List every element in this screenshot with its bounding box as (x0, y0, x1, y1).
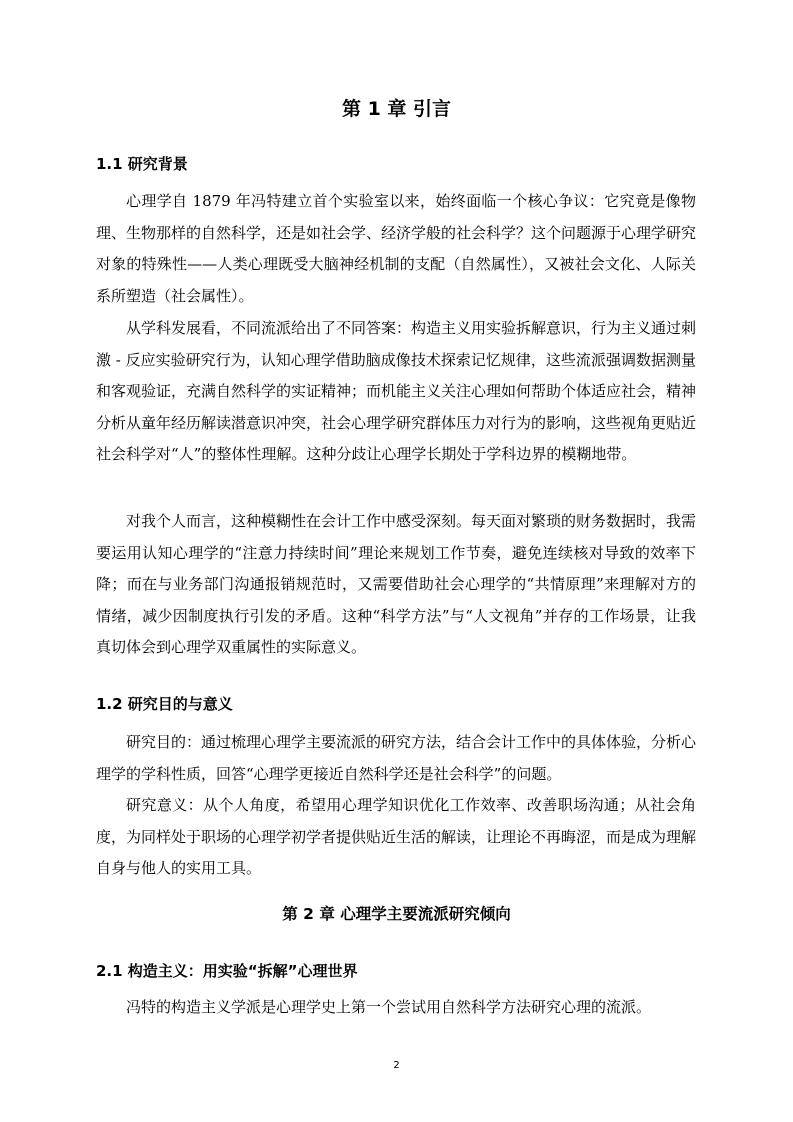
section-2-1-heading: 2.1 构造主义：用实验“拆解”心理世界 (96, 962, 358, 980)
chapter-1-title: 第 1 章 引言 (341, 98, 452, 120)
paragraph: 从学科发展看，不同流派给出了不同答案：构造主义用实验拆解意识，行为主义通过刺激 - 反应实验研究行为，认知心理学借助脑成像技术探索记忆规律，这些流派强调数据测量和客观验证，充满自然科学的实证精神；而机能主义关注心理如何帮助个体适应社会，精神分析从童年经历解读潜意识冲突，社会心理学研究群体压力对行为的影响，这些视角更贴近社会科学对“人”的整体性理解。这种分歧让心理学长期处于学科边界的模糊地带。 (96, 319, 697, 463)
paragraph: 对我个人而言，这种模糊性在会计工作中感受深刻。每天面对繁琐的财务数据时，我需要运用认知心理学的“注意力持续时间”理论来规划工作节奏，避免连续核对导致的效率下降；而在与业务部门沟通报销规范时，又需要借助社会心理学的“共情原理”来理解对方的情绪，减少因制度执行引发的矛盾。这种“科学方法”与“人文视角”并存的工作场景，让我真切体会到心理学双重属性的实际意义。 (96, 512, 697, 656)
paragraph: 研究意义：从个人角度，希望用心理学知识优化工作效率、改善职场沟通；从社会角度，为同样处于职场的心理学初学者提供贴近生活的解读，让理论不再晦涩，而是成为理解自身与他人的实用工具。 (96, 796, 697, 877)
section-1-2-heading: 1.2 研究目的与意义 (96, 695, 233, 713)
page-number: 2 (393, 1060, 400, 1071)
section-1-1-heading: 1.1 研究背景 (96, 155, 188, 173)
paragraph: 心理学自 1879 年冯特建立首个实验室以来，始终面临一个核心争议：它究竟是像物理、生物那样的自然科学，还是如社会学、经济学般的社会科学？这个问题源于心理学研究对象的特殊性——人类心理既受大脑神经机制的支配（自然属性），又被社会文化、人际关系所塑造（社会属性）。 (96, 192, 697, 305)
paragraph: 冯特的构造主义学派是心理学史上第一个尝试用自然科学方法研究心理的流派。 (126, 998, 652, 1016)
chapter-2-title: 第 2 章 心理学主要流派研究倾向 (282, 905, 511, 923)
paragraph: 研究目的：通过梳理心理学主要流派的研究方法，结合会计工作中的具体体验，分析心理学的学科性质，回答“心理学更接近自然科学还是社会科学”的问题。 (96, 733, 697, 783)
